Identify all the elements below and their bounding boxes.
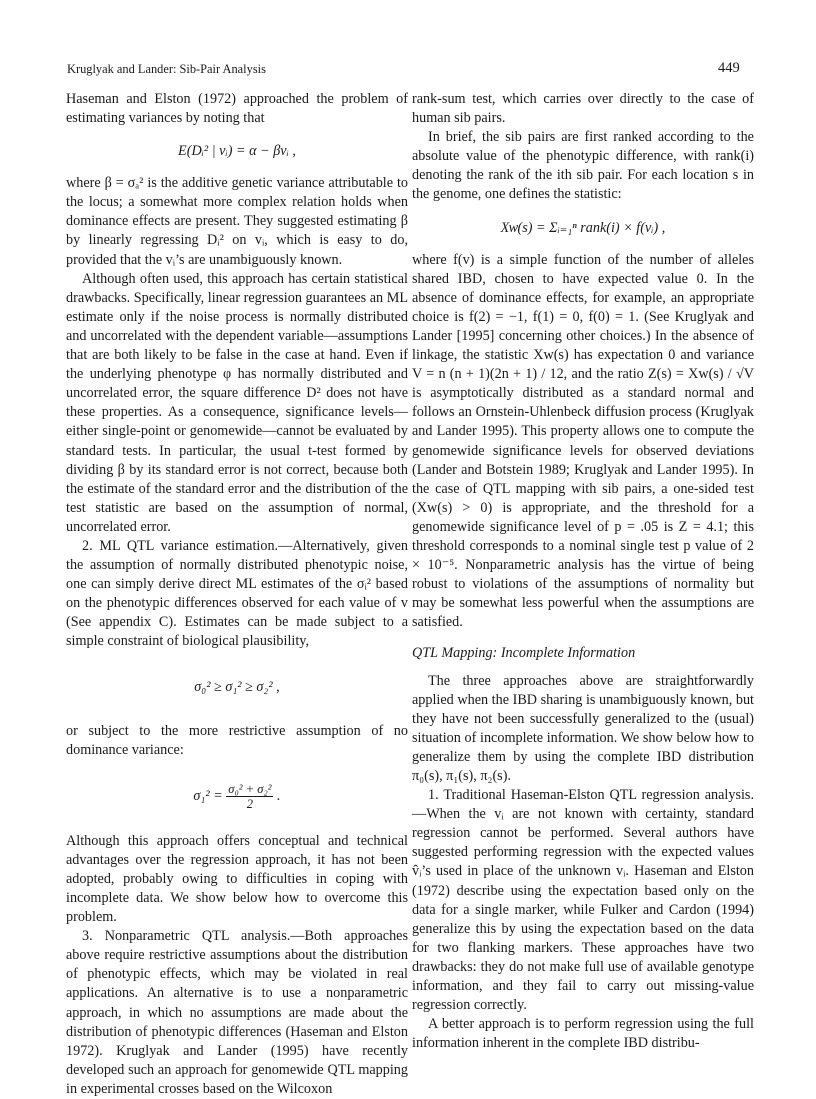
equation-fraction [226,782,273,811]
equation: E(Dᵢ² | vᵢ) = α − βvᵢ , [178,143,296,160]
paragraph: Although often used, this approach has certain statistical drawbacks. Specifically, linear regression guarantees an ML estimate only if the noise process is normally distributed and uncorrelated with the dependent variable—assumptions that are both likely to be false in the case at hand. Even if the underlying phenotype φ has normally distributed and uncorrelated error, the square difference D² does not have these properties. As a consequence, significance levels—either single-point or genomewide—cannot be evaluated by standard tests. In particular, the usual t-test formed by dividing β by its standard error is not correct, because both the estimate of the standard error and the distribution of the test statistic are based on the assumption of normal, uncorrelated error. [66,270,408,535]
paragraph: 2. ML QTL variance estimation.—Alternatively, given the assumption of normally distributed phenotypic noise, one can simply derive direct ML estimates of the σᵢ² based on the phenotypic differences observed for each value of v (See appendix C). Estimates can be made subject to a simple constraint of biological plausibility, [66,537,408,650]
paragraph: rank-sum test, which carries over directly to the case of human sib pairs. [412,91,754,127]
page-number: 449 [718,60,740,76]
paragraph: where f(v) is a simple function of the number of alleles shared IBD, chosen to have expected value 0. In the absence of dominance effects, for example, an appropriate choice is f(2) = −1, f(1) = 0, f(0) = 1. (See Kruglyak and Lander [1995] concerning other choices.) In the absence of linkage, the statistic Xᴡ(s) has expectation 0 and variance V = n (n + 1)(2n + 1) / 12, and the ratio Z(s) = Xᴡ(s) / √V is asymptotically distributed as a standard normal and follows an Ornstein-Uhlenbeck diffusion process (Kruglyak and Lander 1995). This property allows one to compute the genomewide significance levels for observed deviations (Lander and Botstein 1989; Kruglyak and Lander 1995). In the case of QTL mapping with sib pairs, a one-sided test (Xᴡ(s) > 0) is appropriate, and the threshold for a genomewide significance level of p = .05 is Z = 4.1; this threshold corresponds to a nominal single test p value of 2 × 10⁻⁵. Nonparametric analysis has the virtue of being robust to violations of the assumptions of normality but may be somewhat less powerful when the assumptions are satisfied. [412,251,754,631]
paragraph: In brief, the sib pairs are first ranked according to the absolute value of the phenotypic difference, with rank(i) denoting the rank of the ith sib pair. For each location s in the genome, one defines the statistic: [412,129,754,203]
paragraph: Haseman and Elston (1972) approached the problem of estimating variances by noting that [66,91,408,127]
paragraph: or subject to the more restrictive assumption of no dominance variance: [66,722,408,758]
equation [66,760,408,832]
paragraph: 3. Nonparametric QTL analysis.—Both approaches above require restrictive assumptions about the distribution of phenotypic effects, which may be violated in real applications. An alternative is to use a nonparametric approach, in which no assumptions are made about the distribution of phenotypic differences (Haseman and Elston 1972). Kruglyak and Lander (1995) have recently developed such an approach for genomewide QTL mapping in experimental crosses based on the Wilcoxon [66,928,408,1097]
equation-lhs: σ₁² = [193,787,223,804]
section-heading: QTL Mapping: Incomplete Information [412,645,636,662]
running-head: Kruglyak and Lander: Sib-Pair Analysis [67,62,266,76]
paragraph: Although this approach offers conceptual and technical advantages over the regression approach, it has not been adopted, probably owing to difficulties in coping with incomplete data. We show below how to overcome this problem. [66,832,408,926]
paragraph: The three approaches above are straightforwardly applied when the IBD sharing is unambiguously known, but they have not been successfully generalized to the (usual) situation of incomplete information. We show below how to generalize them by using the complete IBD distribution π₀(s), π₁(s), π₂(s). [412,672,754,784]
equation: σ₀² ≥ σ₁² ≥ σ₂² , [194,678,280,695]
paragraph: where β = σₐ² is the additive genetic variance attributable to the locus; a somewhat more complex relation holds when dominance effects are present. They suggested estimating β by linearly regressing Dᵢ² on vᵢ, which is easy to do, provided that the vᵢ’s are unambiguously known. [66,175,408,268]
paragraph: A better approach is to perform regression using the full information inherent in the complete IBD distribu- [412,1016,754,1052]
fraction-numerator: σ₀² + σ₂² [228,781,272,796]
paragraph: 1. Traditional Haseman-Elston QTL regression analysis.—When the vᵢ are not known with certainty, standard regression cannot be performed. Several authors have suggested performing regression with the expected values v̂ᵢ’s used in place of the unknown vᵢ. Haseman and Elston (1972) describe using the expectation based only on the data for a single marker, while Fulker and Cardon (1994) generalize this by using the expectation based on the data for two flanking markers. These approaches have two drawbacks: they do not make full use of available genotype information, and they fail to carry out missing-value regression correctly. [412,787,754,1014]
equation-end: . [277,787,281,804]
equation: Xᴡ(s) = Σᵢ₌₁ⁿ rank(i) × f(vᵢ) , [500,219,666,236]
left-column [66,90,408,1099]
right-column [412,90,754,1053]
fraction-denominator: 2 [246,796,253,811]
